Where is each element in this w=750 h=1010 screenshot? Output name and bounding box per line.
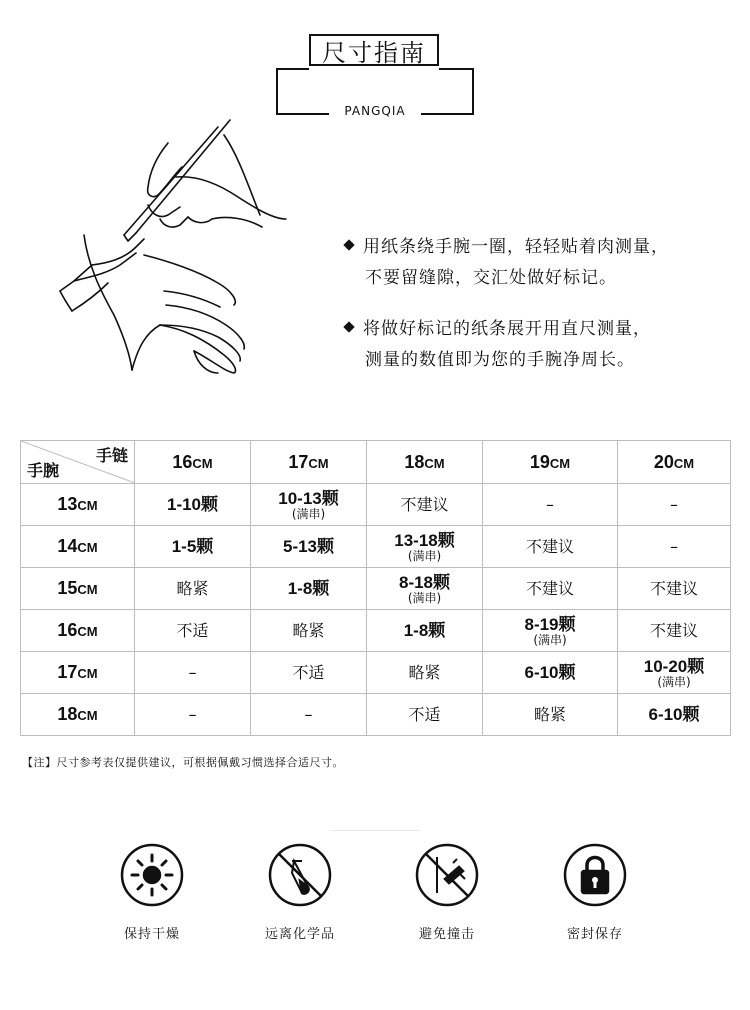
table-cell: – bbox=[618, 526, 731, 568]
table-row bbox=[21, 694, 731, 736]
table-cell: 1-8颗 bbox=[367, 610, 483, 652]
hand-measuring-illustration bbox=[48, 115, 298, 385]
care-item-chemical: 远离化学品 bbox=[245, 843, 355, 942]
table-cell: – bbox=[251, 694, 367, 736]
size-note: 【注】尺寸参考表仅提供建议，可根据佩戴习惯选择合适尺寸。 bbox=[22, 756, 344, 769]
table-cell: 不建议 bbox=[367, 484, 483, 526]
column-header: 16CM bbox=[135, 441, 251, 484]
table-cell: – bbox=[483, 484, 618, 526]
table-cell: 略紧 bbox=[251, 610, 367, 652]
column-header: 17CM bbox=[251, 441, 367, 484]
table-cell: 不建议 bbox=[618, 610, 731, 652]
table-cell: 6-10颗 bbox=[618, 694, 731, 736]
table-cell: 略紧 bbox=[367, 652, 483, 694]
table-row bbox=[21, 568, 731, 610]
row-header: 13CM bbox=[21, 484, 135, 526]
table-cell: 不建议 bbox=[483, 568, 618, 610]
table-cell: 不适 bbox=[135, 610, 251, 652]
table-row bbox=[21, 610, 731, 652]
measuring-instructions bbox=[345, 232, 735, 396]
table-cell: 8-18颗 (满串) bbox=[367, 568, 483, 610]
table-cell: 略紧 bbox=[483, 694, 618, 736]
wrist-size-label: 手腕 bbox=[27, 461, 60, 480]
table-cell: 10-20颗 (满串) bbox=[618, 652, 731, 694]
row-header: 16CM bbox=[21, 610, 135, 652]
row-header: 15CM bbox=[21, 568, 135, 610]
sun-icon bbox=[120, 843, 184, 907]
table-cell: 5-13颗 bbox=[251, 526, 367, 568]
row-header: 18CM bbox=[21, 694, 135, 736]
row-header: 14CM bbox=[21, 526, 135, 568]
no-hammer-icon bbox=[415, 843, 479, 907]
table-corner-header bbox=[21, 441, 135, 484]
table-cell: – bbox=[135, 694, 251, 736]
page-title: 尺寸指南 bbox=[309, 34, 439, 66]
table-cell: 6-10颗 bbox=[483, 652, 618, 694]
column-header: 19CM bbox=[483, 441, 618, 484]
table-cell: 不建议 bbox=[618, 568, 731, 610]
care-item-sealed: 密封保存 bbox=[540, 843, 650, 942]
table-cell: 13-18颗 (满串) bbox=[367, 526, 483, 568]
table-cell: 8-19颗 (满串) bbox=[483, 610, 618, 652]
table-cell: – bbox=[135, 652, 251, 694]
diamond-bullet-icon bbox=[343, 321, 354, 332]
lock-icon bbox=[563, 843, 627, 907]
table-cell: 不建议 bbox=[483, 526, 618, 568]
table-cell: 10-13颗 (满串) bbox=[251, 484, 367, 526]
table-cell: 1-8颗 bbox=[251, 568, 367, 610]
table-row bbox=[21, 484, 731, 526]
table-row bbox=[21, 526, 731, 568]
table-cell: – bbox=[618, 484, 731, 526]
column-header: 20CM bbox=[618, 441, 731, 484]
table-cell: 不适 bbox=[251, 652, 367, 694]
table-row bbox=[21, 652, 731, 694]
care-item-impact: 避免撞击 bbox=[392, 843, 502, 942]
table-cell: 不适 bbox=[367, 694, 483, 736]
size-table bbox=[20, 440, 731, 736]
column-header: 18CM bbox=[367, 441, 483, 484]
instruction-2: 将做好标记的纸条展开用直尺测量， 测量的数值即为您的手腕净周长。 bbox=[345, 314, 735, 376]
diamond-bullet-icon bbox=[343, 239, 354, 250]
bracelet-size-label: 手链 bbox=[95, 446, 128, 465]
care-item-dry: 保持干燥 bbox=[97, 843, 207, 942]
row-header: 17CM bbox=[21, 652, 135, 694]
table-cell: 略紧 bbox=[135, 568, 251, 610]
table-cell: 1-10颗 bbox=[135, 484, 251, 526]
size-guide-header bbox=[276, 30, 474, 118]
table-cell: 1-5颗 bbox=[135, 526, 251, 568]
no-chemical-icon bbox=[268, 843, 332, 907]
instruction-1: 用纸条绕手腕一圈，轻轻贴着肉测量， 不要留缝隙，交汇处做好标记。 bbox=[345, 232, 735, 294]
brand-subtitle: PANGQIA bbox=[344, 104, 406, 118]
